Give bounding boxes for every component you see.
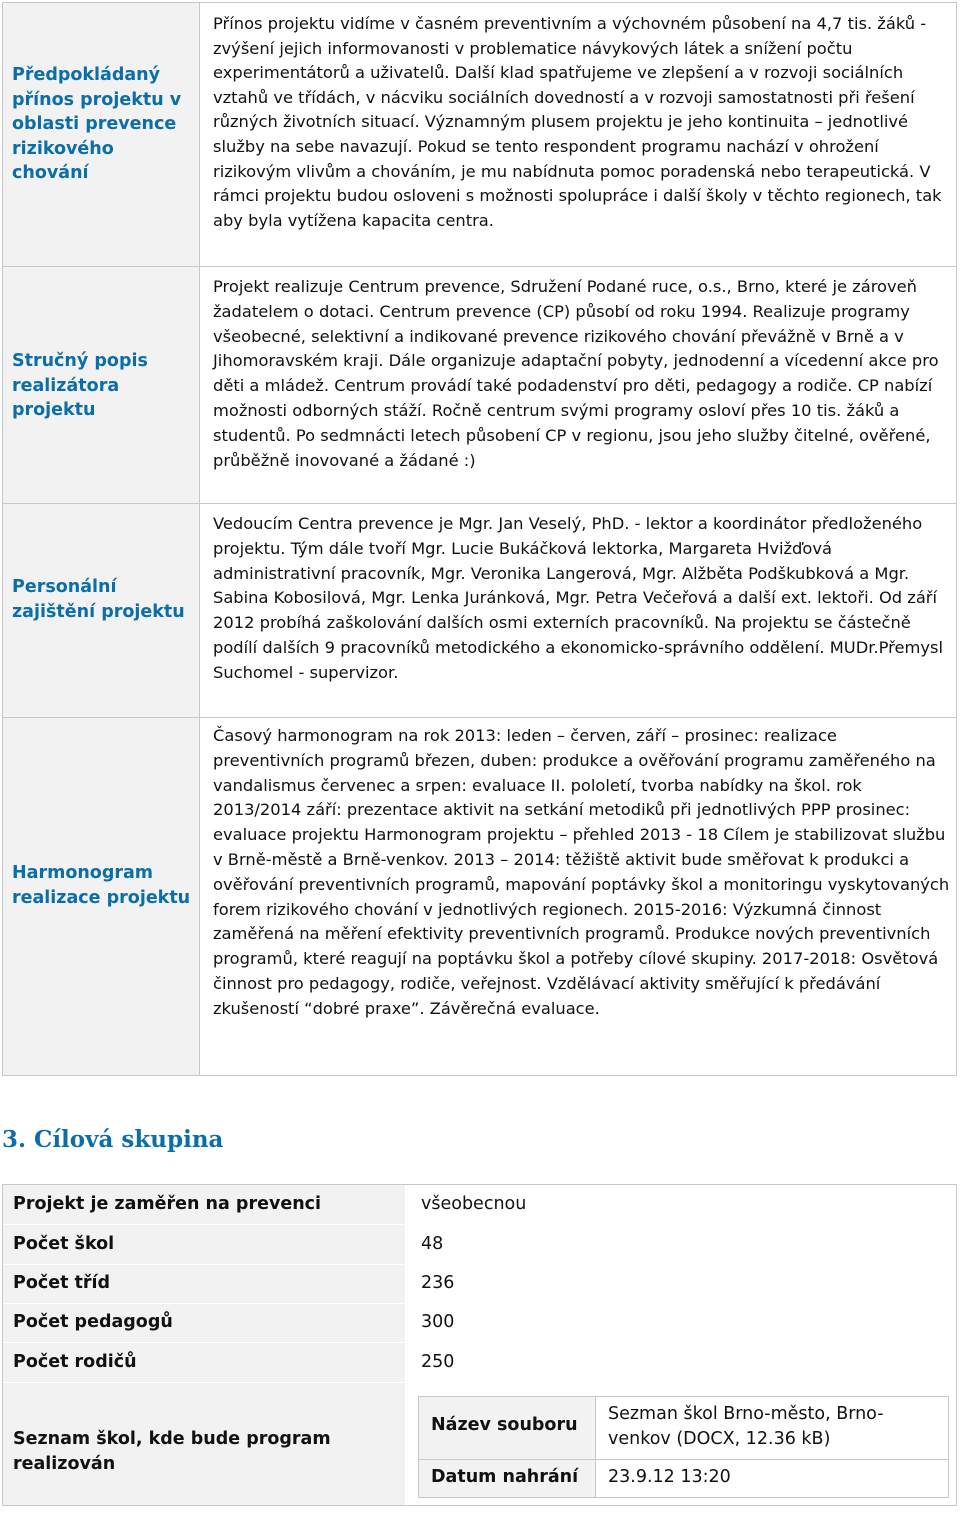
label-file-name: Název souboru [431,1415,578,1435]
row-divider [3,503,956,504]
row-divider [3,1382,405,1383]
project-details-table [2,2,957,1076]
row-divider [3,1264,405,1265]
label-schedule: Harmonogram realizace projektu [12,863,191,908]
text-staff: Vedoucím Centra prevence je Mgr. Jan Veselý, PhD. - lektor a koordinátor předloženého projektu. Tým dále tvoří Mgr. Lucie Bukáčková lektorka, Margareta Hvižďová administrativní pracovník, Mgr. Veronika Langerová, Mgr. Alžběta Podškubková a Mgr. Sabina Kobosilová, Mgr. Lenka Juránková, Mgr. Petra Večeřová a další ext. lektoři. Od září 2012 probíhá zaškolování dalších osmi externích pracovníků. Na projektu se částečně podílí dalších 9 pracovníků metodického a ekonomicko-správního oddělení. MUDr.Přemysl Suchomel - supervizor. [213,514,944,682]
row-divider [3,717,956,718]
value-prevention-type: všeobecnou [421,1194,527,1214]
row-divider [3,1224,405,1225]
section-title-target-group: 3. Cílová skupina [2,1126,224,1153]
label-parent-count: Počet rodičů [13,1352,137,1372]
text-benefit: Přínos projektu vidíme v časném preventivním a výchovném působení na 4,7 tis. žáků - zvýšení jejich informovanosti v problematice návykových látek a snížení počtu experimentátorů a uživatelů. Další klad spatřujeme ve zlepšení a v rozvoji sociálních vztahů ve třídách, v nácviku sociálních dovedností a v rozvoji samostatnosti při řešení různých životních situací. Významným plusem projektu je jeho kontinuita – jednotlivé služby na sebe navazují. Pokud se tento respondent programu nachází v ohrožení rizikovým vlivům a chováním, je mu nabídnuta pomoc poradenská nebo terapeutická. V rámci projektu budou osloveni s možnosti spolupráce i další školy v těchto regionech, tak aby byla vytížena kapacita centra. [213,14,942,230]
file-link[interactable]: Sezman škol Brno-město, Brno-venkov (DOCX, 12.36 kB) [608,1404,884,1449]
text-implementer: Projekt realizuje Centrum prevence, Sdružení Podané ruce, o.s., Brno, které je zároveň žadatelem o dotaci. Centrum prevence (CP) působí od roku 1994. Realizuje programy všeobecné, selektivní a indikované prevence rizikového chování převážně v Brně a v Jihomoravském kraji. Dále organizuje adaptační pobyty, jednodenní a vícedenní akce pro děti a mládež. Centrum provádí také podadenství pro děti, pedagogy a rodiče. CP nabízí možnosti odborných stáží. Ročně centrum svými programy osloví přes 10 tis. žáků a studentů. Po sedmnácti letech působení CP v regionu, jsou jeho služby čitelné, ověřené, průběžně inovované a žádané :) [213,277,939,470]
label-staff: Personální zajištění projektu [12,577,185,622]
row-divider [419,1459,948,1460]
label-school-count: Počet škol [13,1234,115,1254]
value-school-count: 48 [421,1234,444,1254]
label-prevention-type: Projekt je zaměřen na prevenci [13,1194,322,1214]
label-schools-list: Seznam škol, kde bude program realizován [13,1429,331,1474]
label-benefit: Předpokládaný přínos projektu v oblasti prevence rizikového chování [12,65,182,184]
label-upload-date: Datum nahrání [431,1467,579,1487]
row-divider [3,1342,405,1343]
label-teacher-count: Počet pedagogů [13,1312,173,1332]
value-parent-count: 250 [421,1352,455,1372]
text-schedule: Časový harmonogram na rok 2013: leden – červen, září – prosinec: realizace preventivních programů březen, duben: produkce a ověřování programu zaměřeného na vandalismus červenec a srpen: evaluace II. pololetí, tvorba nabídky na škol. rok 2013/2014 září: prezentace aktivit na setkání metodiků při jednotlivých PPP prosinec: evaluace projektu Harmonogram projektu – přehled 2013 - 18 Cílem je stabilizovat službu v Brně-městě a Brně-venkov. 2013 – 2014: těžiště aktivit bude směřovat k produkci a ověřování preventivních programů, mapování poptávky škol a monitoringu vyskytovaných forem rizikového chování v jednotlivých regionech. 2015-2016: Výzkumná činnost zaměřená na měření efektivity preventivních programů. Produkce nových preventivních programů, které reagují na poptávku škol a potřeby cílové skupiny. 2017-2018: Osvětová činnost pro pedagogy, rodiče, veřejnost. Vzdělávací aktivity směřující k předávání zkušeností “dobré praxe”. Závěrečná evaluace. [213,726,950,1018]
row-divider [3,266,956,267]
row-divider [3,1303,405,1304]
value-teacher-count: 300 [421,1312,455,1332]
label-class-count: Počet tříd [13,1273,111,1293]
file-attachment-table [418,1396,949,1498]
label-implementer: Stručný popis realizátora projektu [12,351,148,421]
value-class-count: 236 [421,1273,455,1293]
value-upload-date: 23.9.12 13:20 [608,1467,731,1487]
